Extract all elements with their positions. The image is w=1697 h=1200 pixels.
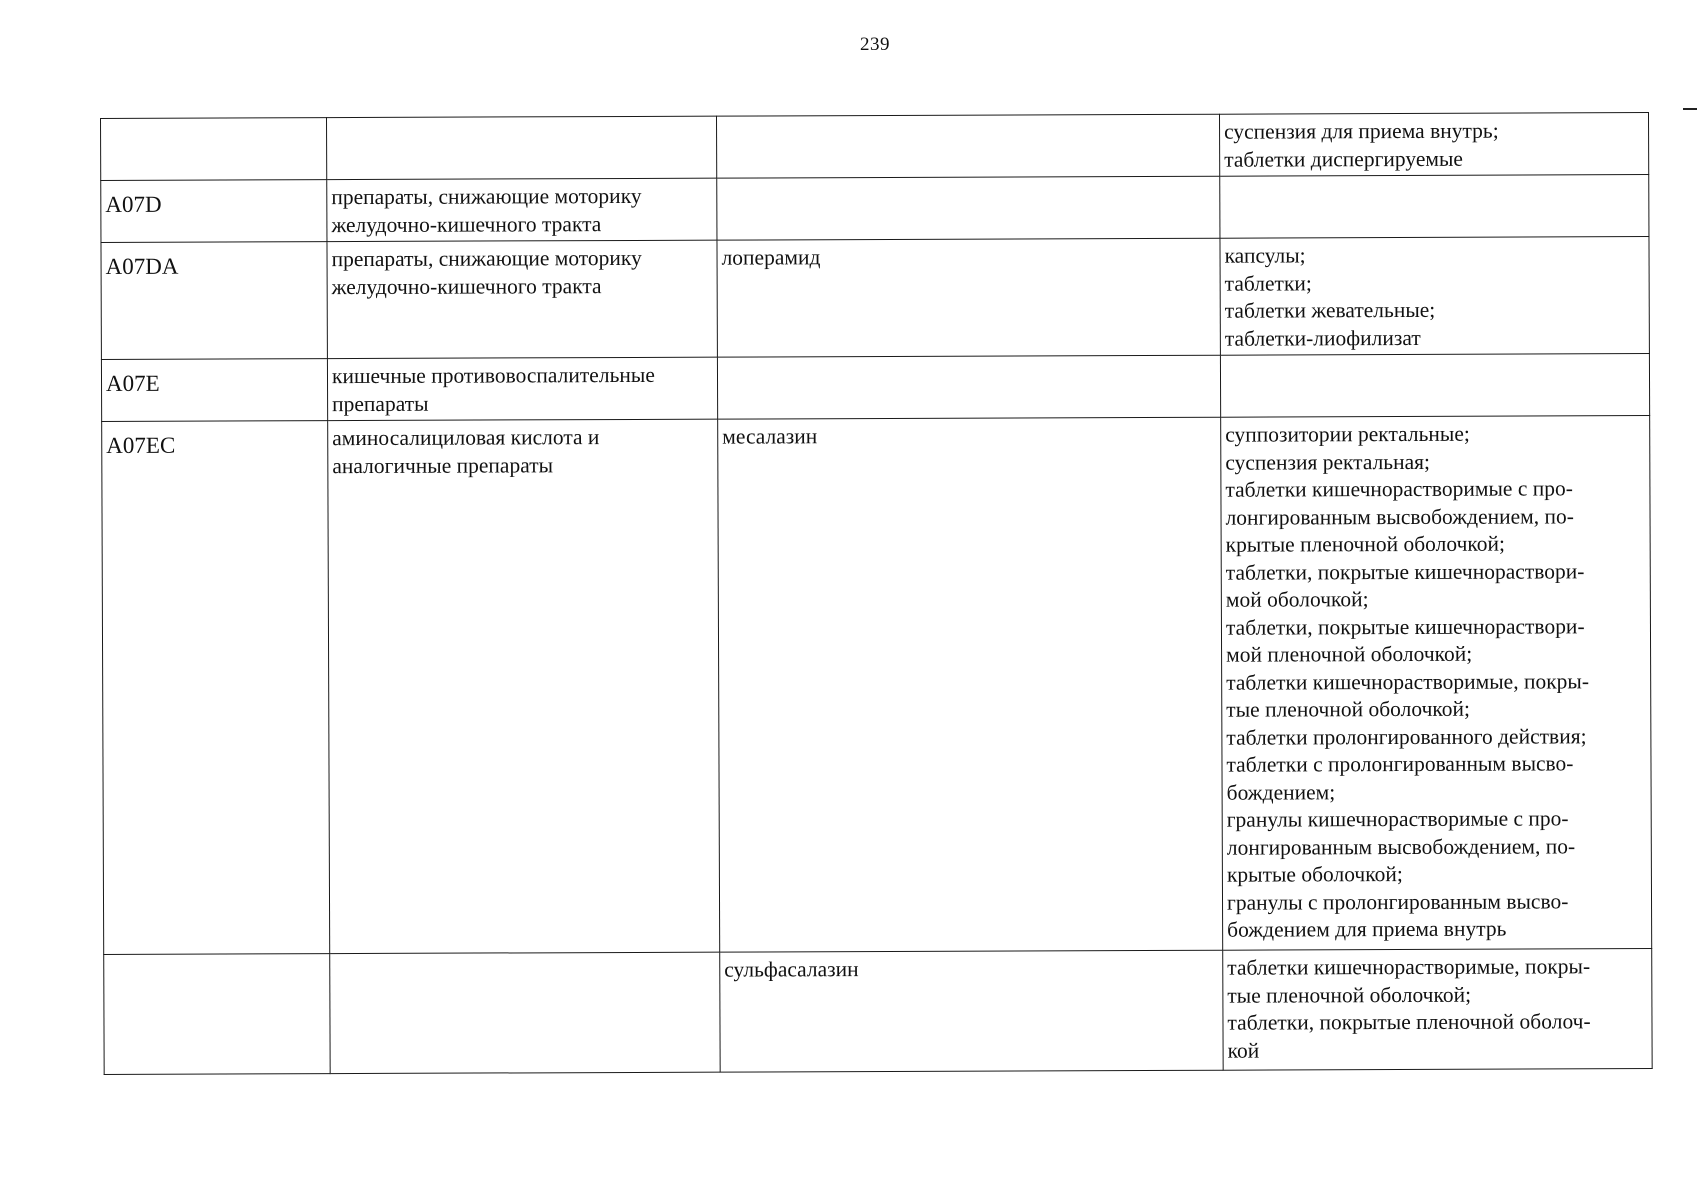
- edge-mark: [1683, 108, 1697, 110]
- table-row: [101, 113, 1649, 181]
- substance-cell: лоперамид: [717, 238, 1220, 357]
- group-cell: кишечные противовоспалительные препараты: [327, 357, 717, 420]
- group-cell: [330, 952, 720, 1073]
- dosage-forms-cell: [1221, 416, 1652, 951]
- dosage-form-line: суппозитории ректальные;: [1225, 421, 1470, 447]
- dosage-form-line: бождением;: [1226, 779, 1336, 805]
- dosage-forms-cell: [1220, 237, 1649, 356]
- dosage-forms-cell: [1220, 354, 1649, 418]
- dosage-form-line: таблетки, покрытые кишечнораствори-: [1225, 613, 1585, 640]
- table-row: [101, 237, 1649, 360]
- atc-code-cell: [101, 118, 327, 181]
- dosage-form-line: таблетки, покрытые пленочной оболоч-: [1227, 1009, 1591, 1035]
- atc-code-cell: A07E: [101, 359, 327, 422]
- dosage-form-line: таблетки-лиофилизат: [1224, 325, 1421, 351]
- dosage-form-line: таблетки, покрытые кишечнораствори-: [1225, 558, 1585, 585]
- drug-table: [100, 112, 1653, 1075]
- dosage-form-line: лонгированным высвобождением, по-: [1225, 503, 1574, 530]
- dosage-form-line: мой пленочной оболочкой;: [1226, 641, 1473, 667]
- dosage-form-line: бождением для приема внутрь: [1227, 916, 1507, 942]
- dosage-form-line: суспензия для приема внутрь;: [1224, 118, 1499, 144]
- dosage-form-line: таблетки;: [1224, 270, 1312, 296]
- page-number: 239: [860, 34, 890, 55]
- dosage-form-line: суспензия ректальная;: [1225, 449, 1431, 475]
- substance-cell: [716, 114, 1219, 178]
- dosage-form-line: таблетки пролонгированного действия;: [1226, 723, 1587, 750]
- atc-code-cell: A07EC: [102, 421, 330, 955]
- table-row: [101, 354, 1649, 422]
- dosage-form-line: таблетки кишечнорастворимые с про-: [1225, 476, 1573, 502]
- dosage-form-line: мой оболочкой;: [1225, 587, 1369, 612]
- group-cell: препараты, снижающие моторику желудочно-кишечного тракта: [327, 178, 717, 241]
- dosage-form-line: лонгированным высвобождением, по-: [1226, 833, 1576, 860]
- dosage-forms-cell: [1219, 113, 1648, 177]
- substance-cell: месалазин: [718, 417, 1223, 952]
- dosage-form-line: таблетки кишечнорастворимые, покры-: [1226, 668, 1590, 695]
- dosage-form-line: таблетки диспергируемые: [1224, 146, 1463, 172]
- atc-code-cell: [104, 954, 330, 1075]
- group-cell: [327, 116, 717, 179]
- dosage-form-line: гранулы кишечнорастворимые с про-: [1226, 806, 1569, 832]
- table-row: [102, 416, 1652, 955]
- dosage-form-line: таблетки жевательные;: [1224, 297, 1436, 323]
- dosage-forms-cell: [1223, 949, 1652, 1071]
- dosage-form-line: таблетки с пролонгированным высво-: [1226, 751, 1574, 777]
- dosage-form-line: тые пленочной оболочкой;: [1227, 982, 1472, 1008]
- substance-cell: [717, 355, 1220, 419]
- atc-code-cell: A07DA: [101, 242, 327, 360]
- dosage-form-line: крытые оболочкой;: [1226, 862, 1403, 887]
- dosage-form-line: гранулы с пролонгированным высво-: [1226, 888, 1569, 915]
- atc-code-cell: A07D: [101, 180, 327, 243]
- dosage-form-line: тые пленочной оболочкой;: [1226, 696, 1470, 722]
- dosage-form-line: кой: [1227, 1038, 1260, 1063]
- group-cell: аминосалициловая кислота и аналогичные препараты: [328, 419, 720, 953]
- table-row: [101, 175, 1649, 243]
- substance-cell: сульфасалазин: [720, 950, 1223, 1072]
- substance-cell: [717, 176, 1220, 240]
- dosage-form-line: таблетки кишечнорастворимые, покры-: [1227, 954, 1591, 980]
- table-row: [104, 949, 1652, 1075]
- dosage-form-line: крытые пленочной оболочкой;: [1225, 531, 1506, 557]
- dosage-form-line: капсулы;: [1224, 243, 1306, 268]
- group-cell: препараты, снижающие моторику желудочно-кишечного тракта: [327, 240, 717, 358]
- dosage-forms-cell: [1220, 175, 1649, 239]
